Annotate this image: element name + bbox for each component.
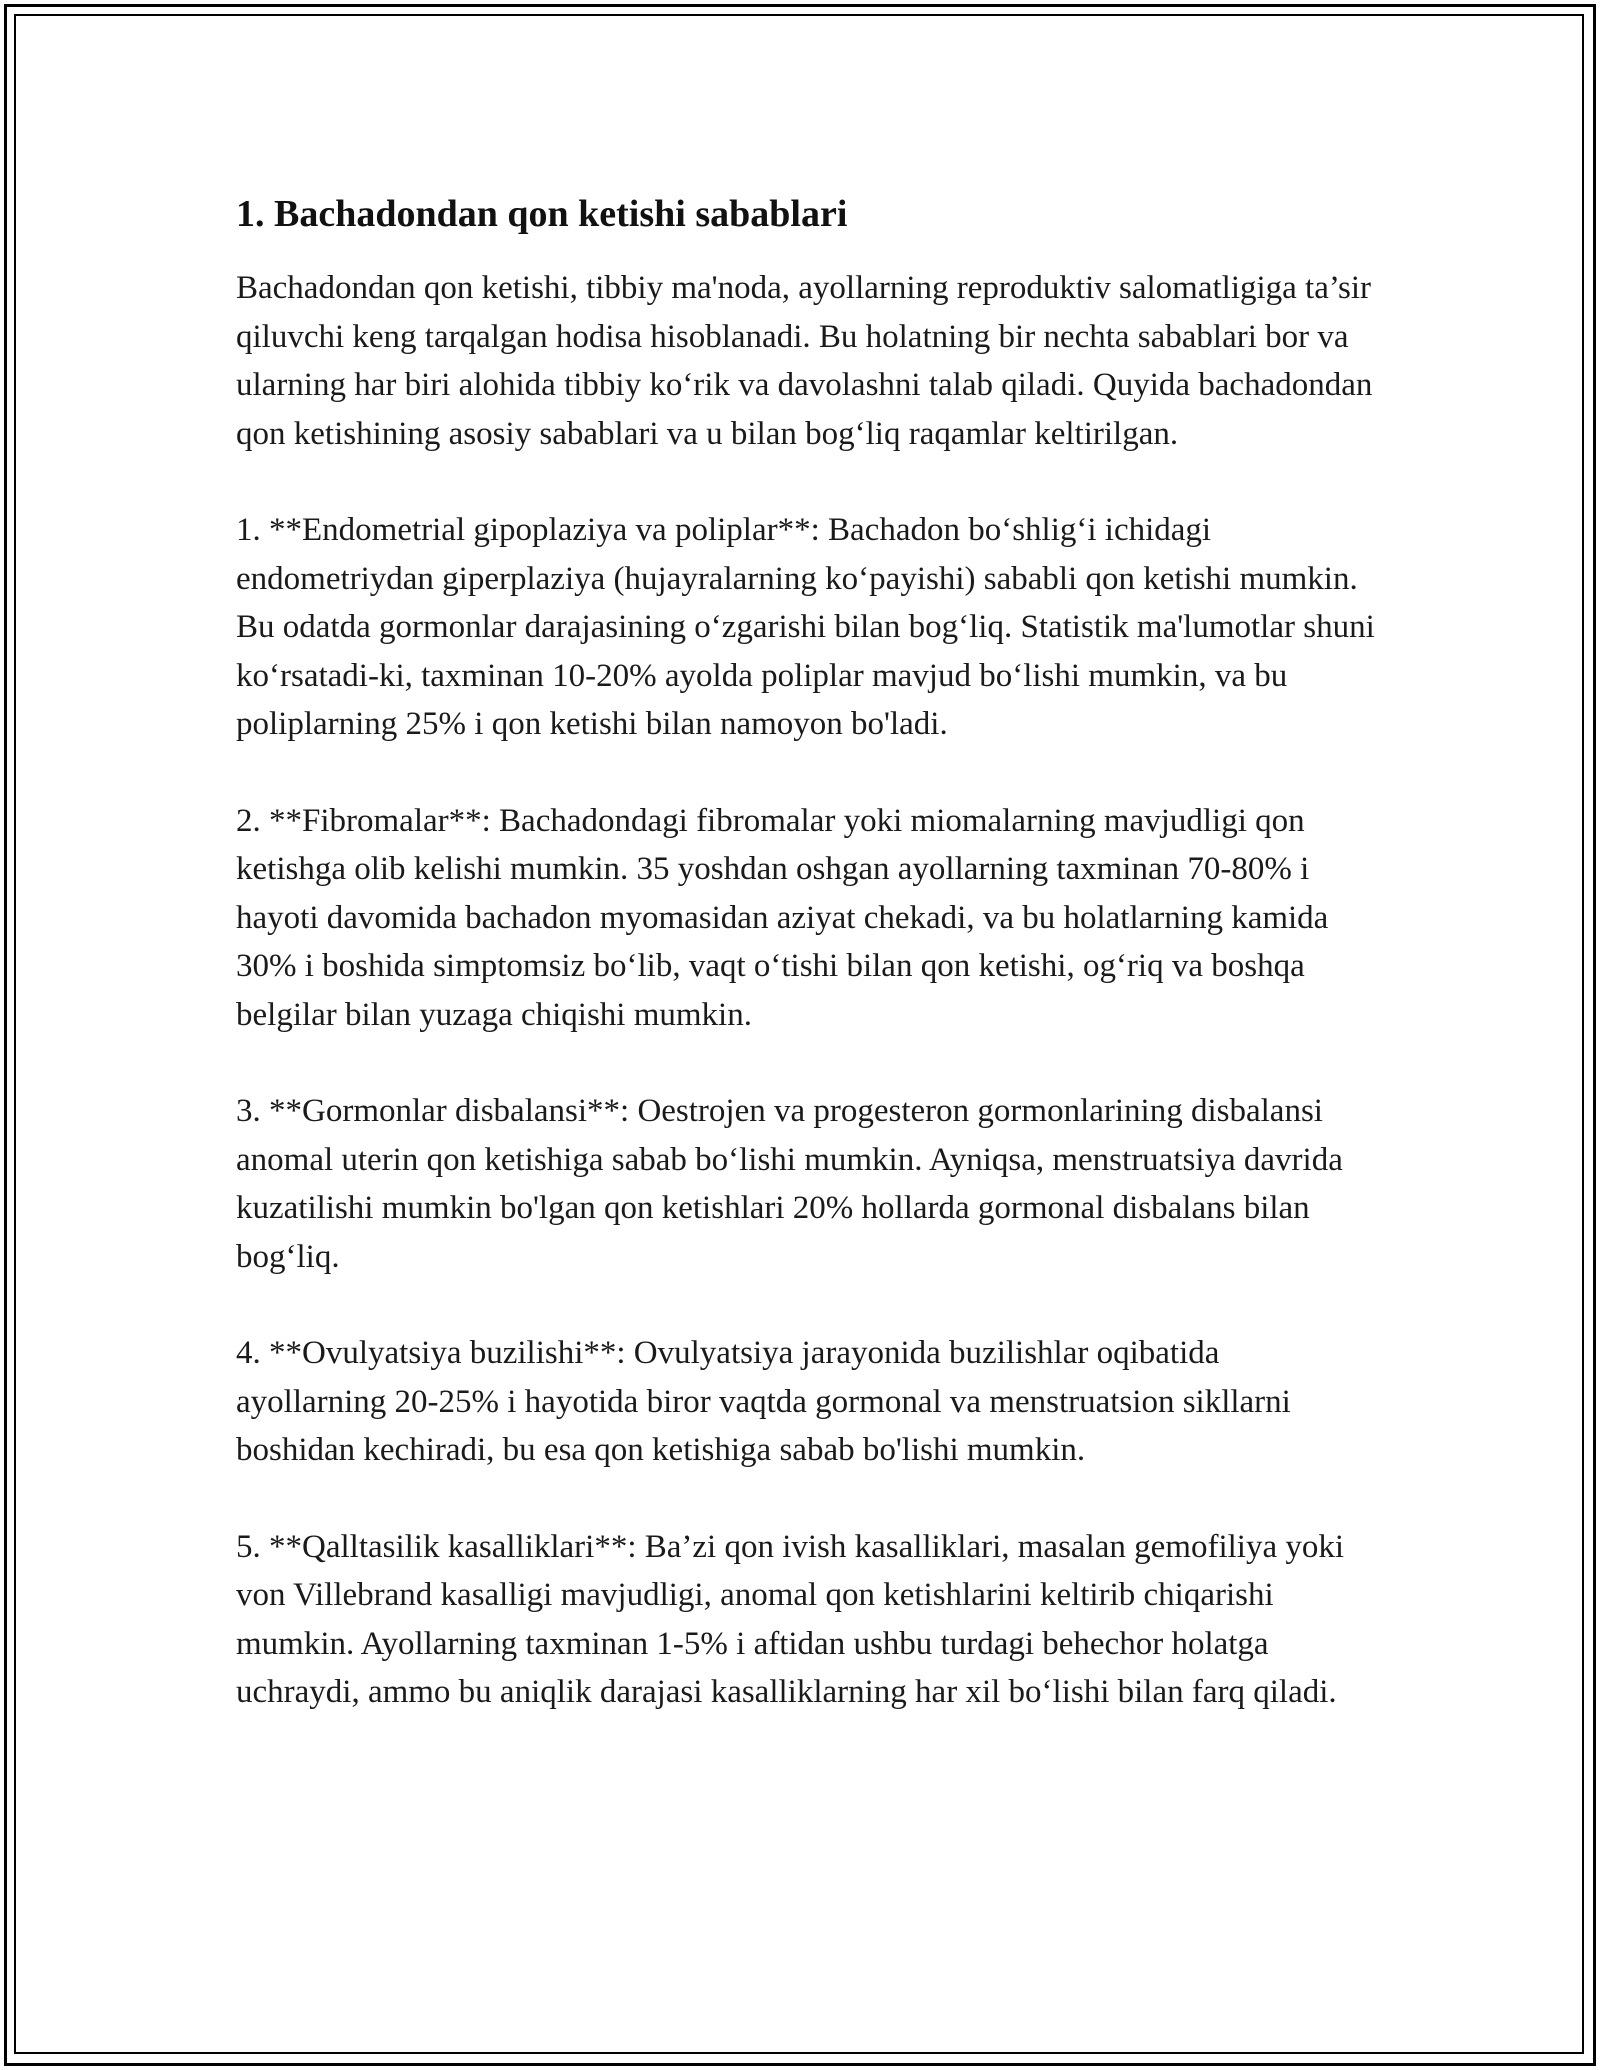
document-body — [236, 190, 1376, 1765]
cause-3-paragraph: 3. **Gormonlar disbalansi**: Oestrojen va progesteron gormonlarining disbalansi anomal uterin qon ketishiga sabab boʻlishi mumkin. Ayniqsa, menstruatsiya davrida kuzatilishi mumkin bo'lgan qon ketishlari 20% hollarda gormonal disbalans bilan bogʻliq. — [236, 1093, 1343, 1275]
cause-1-paragraph: 1. **Endometrial gipoplaziya va poliplar**: Bachadon boʻshligʻi ichidagi endometriydan giperplaziya (hujayralarning koʻpayishi) sababli qon ketishi mumkin. Bu odatda gormonlar darajasining oʻzgarishi bilan bogʻliq. Statistik ma'lumotlar shuni koʻrsatadi-ki, taxminan 10-20% ayolda poliplar mavjud boʻlishi mumkin, va bu poliplarning 25% i qon ketishi bilan namoyon bo'ladi. — [236, 512, 1375, 742]
document-title: 1. Bachadondan qon ketishi sabablari — [236, 193, 848, 235]
intro-paragraph: Bachadondan qon ketishi, tibbiy ma'noda, ayollarning reproduktiv salomatligiga ta’sir qiluvchi keng tarqalgan hodisa hisoblanadi. Bu holatning bir nechta sabablari bor va ularning har biri alohida tibbiy koʻrik va davolashni talab qiladi. Quyida bachadondan qon ketishining asosiy sabablari va u bilan bogʻliq raqamlar keltirilgan. — [236, 270, 1373, 452]
cause-4-paragraph: 4. **Ovulyatsiya buzilishi**: Ovulyatsiya jarayonida buzilishlar oqibatida ayollarning 20-25% i hayotida biror vaqtda gormonal va menstruatsion sikllarni boshidan kechiradi, bu esa qon ketishiga sabab bo'lishi mumkin. — [236, 1335, 1291, 1468]
cause-5-paragraph: 5. **Qalltasilik kasalliklari**: Ba’zi qon ivish kasalliklari, masalan gemofiliya yoki von Villebrand kasalligi mavjudligi, anomal qon ketishlarini keltirib chiqarishi mumkin. Ayollarning taxminan 1-5% i aftidan ushbu turdagi behechor holatga uchraydi, ammo bu aniqlik darajasi kasalliklarning har xil boʻlishi bilan farq qiladi. — [236, 1528, 1345, 1710]
cause-2-paragraph: 2. **Fibromalar**: Bachadondagi fibromalar yoki miomalarning mavjudligi qon ketishga olib kelishi mumkin. 35 yoshdan oshgan ayollarning taxminan 70-80% i hayoti davomida bachadon myomasidan aziyat chekadi, va bu holatlarning kamida 30% i boshida simptomsiz boʻlib, vaqt oʻtishi bilan qon ketishi, ogʻriq va boshqa belgilar bilan yuzaga chiqishi mumkin. — [236, 802, 1329, 1033]
